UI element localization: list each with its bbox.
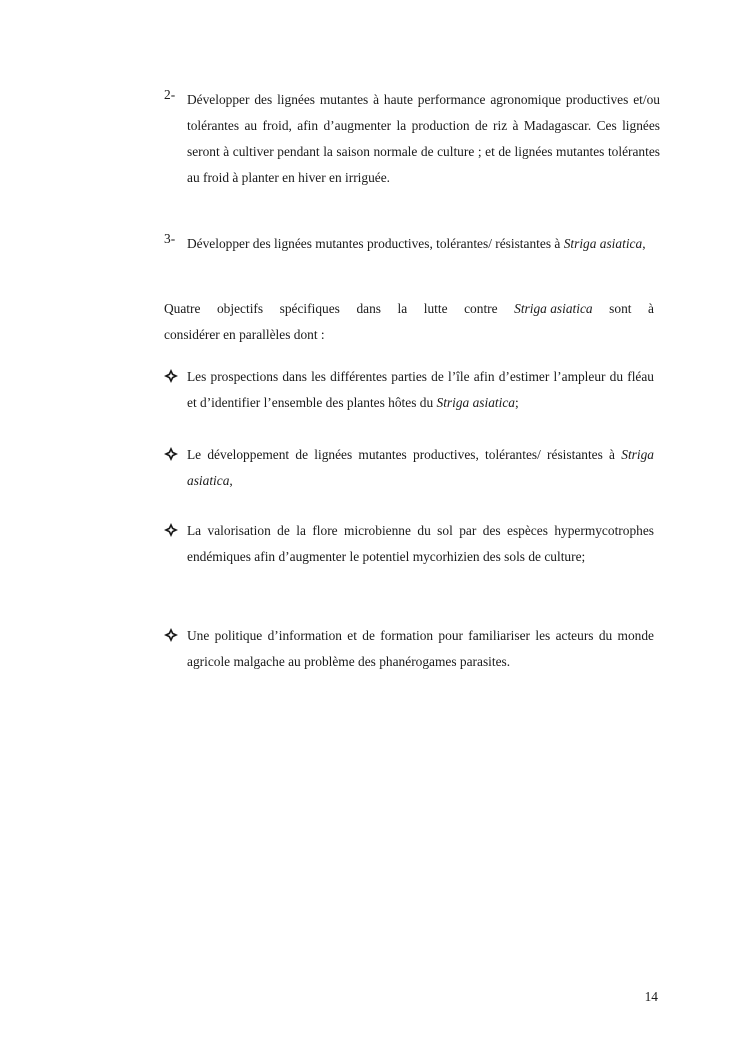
paragraph-line-2: considérer en parallèles dont : bbox=[164, 327, 325, 342]
bullet-text: Le développement de lignées mutantes productives, tolérantes/ résistantes à Striga asiatica, bbox=[187, 447, 654, 488]
diamond-bullet-icon bbox=[164, 628, 178, 642]
bullet-item bbox=[164, 364, 654, 416]
page-number: 14 bbox=[644, 989, 658, 1004]
species-name: Striga asiatica bbox=[436, 395, 516, 410]
species-name: Striga asiatica bbox=[187, 447, 654, 488]
item-text: Développer des lignées mutantes à haute performance agronomique productives et/ou tolérantes au froid, afin d’augmenter la production de riz à Madagascar. Ces lignées seront à cultiver pendant la saison normale de culture ; et de lignées mutantes tolérantes au froid à planter en hiver en irriguée. bbox=[187, 92, 660, 185]
species-name: Striga asiatica bbox=[514, 301, 593, 316]
bullet-item bbox=[164, 442, 654, 494]
bullet-item bbox=[164, 623, 654, 675]
bullet-text: Les prospections dans les différentes parties de l’île afin d’estimer l’ampleur du fléau et d’identifier l’ensemble des plantes hôtes du Striga asiatica; bbox=[187, 369, 654, 410]
bullet-text: Une politique d’information et de formation pour familiariser les acteurs du monde agricole malgache au problème des phanérogames parasites. bbox=[187, 628, 654, 669]
item-number: 2- bbox=[164, 87, 176, 102]
diamond-bullet-icon bbox=[164, 369, 178, 383]
diamond-bullet-icon bbox=[164, 523, 178, 537]
paragraph-line-1: Quatre objectifs spécifiques dans la lutte contre Striga asiatica sont à bbox=[164, 296, 654, 322]
objectives-paragraph bbox=[164, 296, 654, 348]
bullet-item bbox=[164, 518, 654, 570]
item-text: Développer des lignées mutantes productives, tolérantes/ résistantes à Striga asiatica, bbox=[187, 236, 646, 251]
numbered-item-3 bbox=[164, 231, 654, 257]
species-name: Striga asiatica bbox=[563, 236, 643, 251]
diamond-bullet-icon bbox=[164, 447, 178, 461]
numbered-item-2 bbox=[164, 87, 660, 191]
bullet-text: La valorisation de la flore microbienne du sol par des espèces hypermycotrophes endémiques afin d’augmenter le potentiel mycorhizien des sols de culture; bbox=[187, 523, 654, 564]
item-number: 3- bbox=[164, 231, 176, 246]
